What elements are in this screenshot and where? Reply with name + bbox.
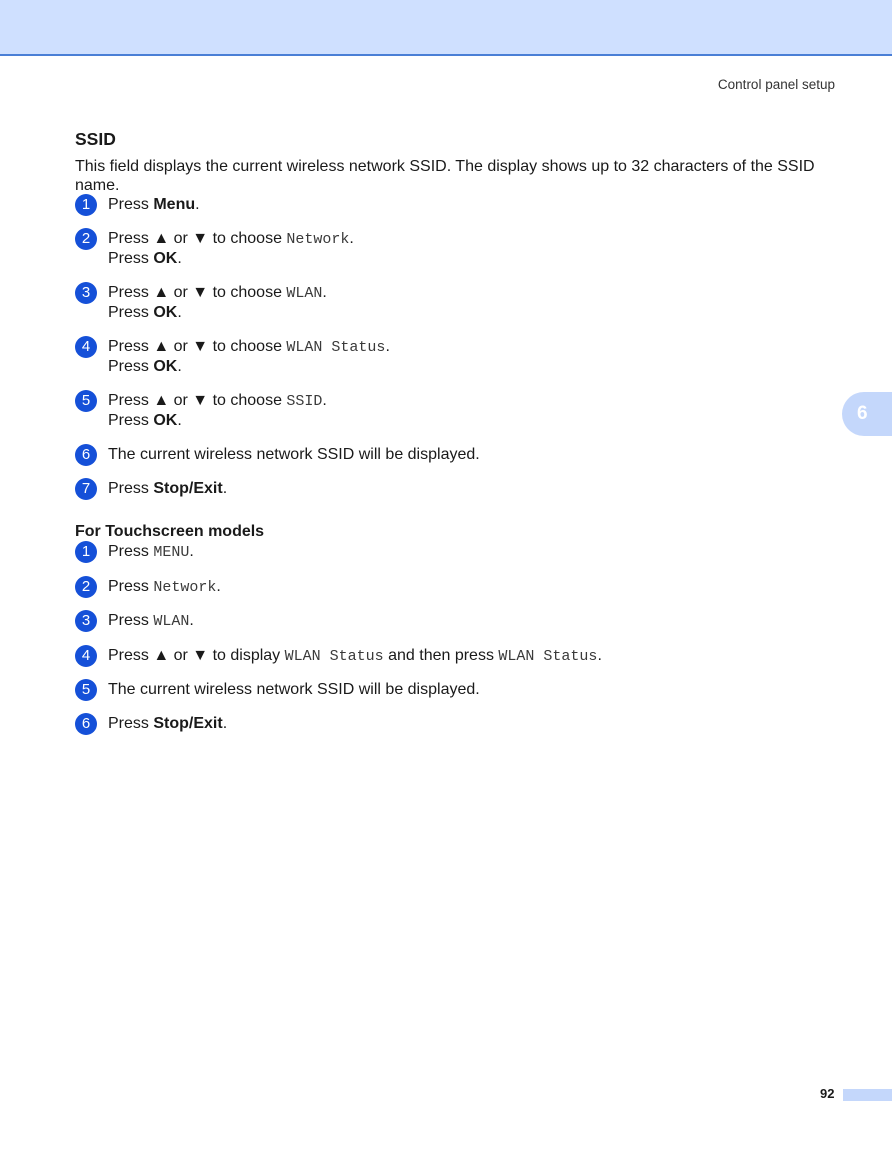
step-text xyxy=(108,391,835,411)
step-text xyxy=(108,283,835,303)
step-text-part: . xyxy=(222,714,228,732)
menu-option: WLAN Status xyxy=(284,647,384,665)
step-text xyxy=(108,714,835,733)
step-number-badge: 3 xyxy=(75,282,97,304)
chapter-number: 6 xyxy=(857,403,868,424)
key-label: Stop/Exit xyxy=(153,714,223,732)
chapter-tab xyxy=(842,392,892,436)
menu-option: WLAN xyxy=(153,613,190,630)
step-text xyxy=(108,249,835,268)
step-text-part: . xyxy=(385,338,390,355)
step-number-badge: 5 xyxy=(75,679,97,701)
step-text xyxy=(108,303,835,322)
menu-option: WLAN xyxy=(286,285,323,302)
key-label: Menu xyxy=(153,196,196,213)
step-item xyxy=(75,283,835,322)
key-label: OK xyxy=(153,250,178,267)
key-label: OK xyxy=(153,304,178,321)
step-text-part: . xyxy=(177,412,182,429)
section-intro: This field displays the current wireless network SSID. The display shows up to 32 characters of the SSID name. xyxy=(75,158,815,194)
step-text-part: Press ▲ or ▼ to choose xyxy=(108,230,287,247)
step-text-part: . xyxy=(222,480,228,497)
step-text xyxy=(108,195,835,214)
step-text xyxy=(108,337,835,357)
step-text xyxy=(108,542,835,562)
section-title: SSID xyxy=(75,129,116,149)
step-item xyxy=(75,577,835,597)
step-text-part: Press xyxy=(108,196,154,213)
step-number-badge: 4 xyxy=(75,336,97,358)
step-item xyxy=(75,195,835,214)
step-number-badge: 4 xyxy=(75,645,97,667)
step-text-part: . xyxy=(216,577,221,595)
step-text-part: Press xyxy=(108,577,154,595)
step-text-part: Press xyxy=(108,543,154,560)
menu-option: MENU xyxy=(153,544,190,561)
step-item xyxy=(75,479,835,498)
step-text xyxy=(108,229,835,249)
key-label: OK xyxy=(153,358,178,375)
step-item xyxy=(75,611,835,631)
step-item xyxy=(75,391,835,430)
step-number-badge: 6 xyxy=(75,444,97,466)
subsection-title: For Touchscreen models xyxy=(75,523,265,540)
step-text-part: . xyxy=(322,392,327,409)
step-number-badge: 2 xyxy=(75,576,97,598)
footer-bar xyxy=(843,1089,892,1101)
step-text-part: . xyxy=(177,358,182,375)
steps-list xyxy=(75,195,835,498)
step-number-badge: 7 xyxy=(75,478,97,500)
step-number-badge: 1 xyxy=(75,194,97,216)
menu-option: SSID xyxy=(286,393,323,410)
step-number-badge: 6 xyxy=(75,713,97,735)
touchscreen-steps-list xyxy=(75,542,835,733)
step-text-part: Press xyxy=(108,480,154,497)
step-text-part: . xyxy=(349,230,354,247)
step-text-part: Press xyxy=(108,412,154,429)
step-text-part: . xyxy=(189,612,194,629)
step-text xyxy=(108,646,835,666)
step-text-part: . xyxy=(597,646,602,664)
step-text-part: Press ▲ or ▼ to choose xyxy=(108,284,287,301)
menu-option: WLAN Status xyxy=(286,339,386,356)
menu-option: Network xyxy=(286,231,350,248)
step-text-part: Press xyxy=(108,304,154,321)
step-item xyxy=(75,542,835,562)
step-text: The current wireless network SSID will be displayed. xyxy=(108,446,480,463)
step-text-part: Press xyxy=(108,358,154,375)
key-label: OK xyxy=(153,412,178,429)
step-item xyxy=(75,229,835,268)
step-item xyxy=(75,714,835,733)
header-band xyxy=(0,0,892,56)
page-number: 92 xyxy=(820,1086,835,1101)
running-header: Control panel setup xyxy=(717,77,835,92)
step-number-badge: 5 xyxy=(75,390,97,412)
key-label: Stop/Exit xyxy=(153,480,223,497)
step-text-part: . xyxy=(195,196,200,213)
step-text-part: . xyxy=(322,284,327,301)
step-item xyxy=(75,445,835,464)
step-text xyxy=(108,611,835,631)
step-text-part: Press xyxy=(108,250,154,267)
step-item xyxy=(75,680,835,699)
step-text-part: Press xyxy=(108,612,154,629)
step-text-part: . xyxy=(177,250,182,267)
step-number-badge: 3 xyxy=(75,610,97,632)
step-text-part: Press ▲ or ▼ to display xyxy=(108,646,285,664)
menu-option: WLAN Status xyxy=(498,647,598,665)
page-content xyxy=(75,128,835,747)
step-text-part: Press ▲ or ▼ to choose xyxy=(108,392,287,409)
step-text: The current wireless network SSID will be displayed. xyxy=(108,681,480,698)
step-text-part: Press ▲ or ▼ to choose xyxy=(108,338,287,355)
step-text-part: Press xyxy=(108,714,154,732)
step-item xyxy=(75,337,835,376)
step-text xyxy=(108,479,835,498)
step-text xyxy=(108,411,835,430)
step-item xyxy=(75,646,835,666)
step-text-part: . xyxy=(189,543,194,560)
step-number-badge: 1 xyxy=(75,541,97,563)
step-number-badge: 2 xyxy=(75,228,97,250)
step-text-part: . xyxy=(177,304,182,321)
step-text xyxy=(108,357,835,376)
menu-option: Network xyxy=(153,578,217,596)
step-text-part: and then press xyxy=(383,646,499,664)
step-text xyxy=(108,577,835,597)
